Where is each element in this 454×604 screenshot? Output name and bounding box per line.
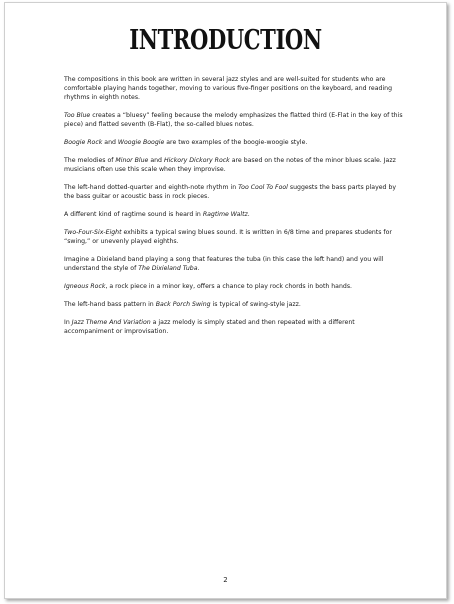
paragraph-text: Imagine a Dixieland band playing a song that features the tuba (in this case the left hand) and you will understand the style of	[64, 256, 384, 272]
piece-title: Two-Four-Six-Eight	[64, 229, 122, 236]
paragraph-text: and	[102, 139, 118, 146]
paragraph-text: suggests the bass parts played by the bass guitar or acoustic bass in rock pieces.	[64, 184, 397, 200]
paragraph-text: A different kind of ragtime sound is heard in	[64, 211, 203, 218]
paragraph-text: , a rock piece in a minor key, offers a chance to play rock chords in both hands.	[105, 283, 353, 290]
paragraph	[64, 300, 404, 309]
paragraph	[64, 75, 404, 102]
paragraph	[64, 138, 404, 147]
paragraph	[64, 183, 404, 201]
piece-title: Too Blue	[64, 112, 91, 119]
piece-title: Too Cool To Fool	[238, 184, 288, 191]
piece-title: Ragtime Waltz	[202, 211, 248, 218]
piece-title: Hickory Dickory Rock	[163, 157, 230, 164]
paragraph-text: exhibits a typical swing blues sound. It is written in 6/8 time and prepares students for “swing,” or unevenly played eighths.	[64, 229, 392, 245]
paragraph-text: are two examples of the boogie-woogie style.	[164, 139, 308, 146]
piece-title: The Dixieland Tuba	[138, 265, 198, 272]
paragraph	[64, 318, 404, 336]
paragraph-text: a jazz melody is simply stated and then repeated with a different accompaniment or improvisation.	[64, 319, 355, 335]
piece-title: Minor Blue	[115, 157, 149, 164]
paragraph	[64, 255, 404, 273]
paragraph-text: The left-hand bass pattern in	[64, 301, 156, 308]
piece-title: Boogie Rock	[64, 139, 103, 146]
paragraph	[64, 156, 404, 174]
page-number: 2	[223, 576, 228, 584]
paragraph-text: and	[148, 157, 164, 164]
paragraph-text: The melodies of	[64, 157, 116, 164]
paragraph-text: The left-hand dotted-quarter and eighth-note rhythm in	[64, 184, 239, 191]
paragraph	[64, 210, 404, 219]
document-page	[4, 2, 447, 599]
paragraph-text: .	[197, 265, 200, 272]
paragraph	[64, 111, 404, 129]
paragraph-text: creates a “bluesy” feeling because the melody emphasizes the flatted third (E-Flat in the key of this piece) and flatted seventh (B-Flat), the so-called blues notes.	[64, 112, 403, 128]
paragraph-text: is typical of swing-style jazz.	[210, 301, 301, 308]
piece-title: Jazz Theme And Variation	[71, 319, 151, 326]
introduction-body	[64, 75, 404, 345]
paragraph-text: are based on the notes of the minor blues scale. Jazz musicians often use this scale when they improvise.	[64, 157, 396, 173]
piece-title: Igneous Rock	[64, 283, 106, 290]
paragraph-text: In	[64, 319, 72, 326]
paragraph	[64, 282, 404, 291]
paragraph-text: .	[247, 211, 250, 218]
paragraph	[64, 228, 404, 246]
page-title: INTRODUCTION	[129, 25, 322, 56]
piece-title: Woogie Boogie	[117, 139, 165, 146]
piece-title: Back Porch Swing	[155, 301, 211, 308]
paragraph-text: The compositions in this book are written in several jazz styles and are well-suited for students who are comfortable playing hands together, moving to various five-finger positions on the keyboard, and reading rhythms in eighth notes.	[64, 76, 393, 101]
